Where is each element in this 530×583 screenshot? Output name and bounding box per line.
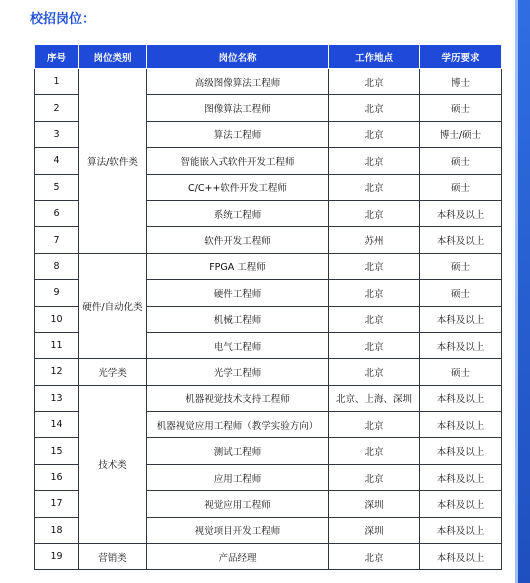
cell-category: 算法/软件类	[79, 69, 147, 254]
cell-name: 智能嵌入式软件开发工程师	[147, 148, 329, 174]
cell-name: 机械工程师	[147, 306, 329, 332]
cell-education: 博士/硕士	[420, 121, 502, 147]
cell-location: 北京	[329, 280, 420, 306]
cell-education: 本科及以上	[420, 438, 502, 464]
job-table	[34, 44, 502, 570]
cell-location: 北京	[329, 332, 420, 358]
cell-education: 本科及以上	[420, 412, 502, 438]
cell-name: 算法工程师	[147, 121, 329, 147]
cell-no: 7	[35, 227, 79, 253]
cell-no: 11	[35, 332, 79, 358]
cell-education: 本科及以上	[420, 491, 502, 517]
cell-category: 营销类	[79, 544, 147, 570]
cell-education: 本科及以上	[420, 464, 502, 490]
cell-name: FPGA 工程师	[147, 253, 329, 279]
cell-no: 18	[35, 517, 79, 543]
cell-location: 深圳	[329, 491, 420, 517]
table-row	[35, 359, 502, 385]
cell-location: 北京	[329, 148, 420, 174]
cell-no: 19	[35, 544, 79, 570]
table-row	[35, 385, 502, 411]
cell-category: 技术类	[79, 385, 147, 543]
cell-no: 3	[35, 121, 79, 147]
cell-no: 16	[35, 464, 79, 490]
cell-education: 本科及以上	[420, 517, 502, 543]
cell-no: 6	[35, 200, 79, 226]
cell-location: 苏州	[329, 227, 420, 253]
cell-education: 硕士	[420, 174, 502, 200]
cell-name: 光学工程师	[147, 359, 329, 385]
table-row	[35, 253, 502, 279]
cell-category: 硬件/自动化类	[79, 253, 147, 359]
cell-education: 本科及以上	[420, 544, 502, 570]
cell-no: 1	[35, 69, 79, 95]
cell-no: 5	[35, 174, 79, 200]
cell-name: 视觉应用工程师	[147, 491, 329, 517]
table-body	[35, 69, 502, 570]
cell-location: 北京	[329, 464, 420, 490]
cell-location: 北京	[329, 412, 420, 438]
cell-location: 北京	[329, 359, 420, 385]
cell-name: 机器视觉技术支持工程师	[147, 385, 329, 411]
header-no: 序号	[35, 45, 79, 69]
cell-location: 北京	[329, 200, 420, 226]
section-heading: 校招岗位：	[30, 12, 96, 27]
cell-name: 图像算法工程师	[147, 95, 329, 121]
cell-no: 15	[35, 438, 79, 464]
cell-education: 硕士	[420, 253, 502, 279]
cell-no: 4	[35, 148, 79, 174]
cell-education: 本科及以上	[420, 227, 502, 253]
cell-name: 高级图像算法工程师	[147, 69, 329, 95]
cell-name: C/C++软件开发工程师	[147, 174, 329, 200]
cell-no: 2	[35, 95, 79, 121]
cell-no: 14	[35, 412, 79, 438]
cell-category: 光学类	[79, 359, 147, 385]
cell-name: 测试工程师	[147, 438, 329, 464]
cell-education: 硕士	[420, 95, 502, 121]
cell-no: 8	[35, 253, 79, 279]
cell-name: 电气工程师	[147, 332, 329, 358]
cell-no: 12	[35, 359, 79, 385]
cell-no: 9	[35, 280, 79, 306]
cell-education: 硕士	[420, 148, 502, 174]
cell-education: 本科及以上	[420, 200, 502, 226]
header-name: 岗位名称	[147, 45, 329, 69]
cell-education: 硕士	[420, 280, 502, 306]
table-row	[35, 69, 502, 95]
cell-no: 17	[35, 491, 79, 517]
header-category: 岗位类别	[79, 45, 147, 69]
cell-education: 博士	[420, 69, 502, 95]
cell-location: 北京	[329, 174, 420, 200]
cell-education: 本科及以上	[420, 306, 502, 332]
cell-education: 硕士	[420, 359, 502, 385]
cell-location: 北京	[329, 95, 420, 121]
cell-location: 北京	[329, 544, 420, 570]
header-location: 工作地点	[329, 45, 420, 69]
cell-education: 本科及以上	[420, 332, 502, 358]
edge-stripe	[518, 0, 530, 583]
cell-name: 硬件工程师	[147, 280, 329, 306]
table-header-row	[35, 45, 502, 69]
cell-location: 深圳	[329, 517, 420, 543]
cell-location: 北京	[329, 438, 420, 464]
cell-location: 北京、上海、深圳	[329, 385, 420, 411]
cell-location: 北京	[329, 69, 420, 95]
table-row	[35, 544, 502, 570]
cell-name: 应用工程师	[147, 464, 329, 490]
cell-name: 产品经理	[147, 544, 329, 570]
cell-location: 北京	[329, 121, 420, 147]
cell-education: 本科及以上	[420, 385, 502, 411]
header-education: 学历要求	[420, 45, 502, 69]
cell-no: 10	[35, 306, 79, 332]
cell-name: 机器视觉应用工程师（教学实验方向）	[147, 412, 329, 438]
cell-name: 软件开发工程师	[147, 227, 329, 253]
cell-name: 视觉项目开发工程师	[147, 517, 329, 543]
cell-no: 13	[35, 385, 79, 411]
cell-location: 北京	[329, 306, 420, 332]
cell-name: 系统工程师	[147, 200, 329, 226]
cell-location: 北京	[329, 253, 420, 279]
